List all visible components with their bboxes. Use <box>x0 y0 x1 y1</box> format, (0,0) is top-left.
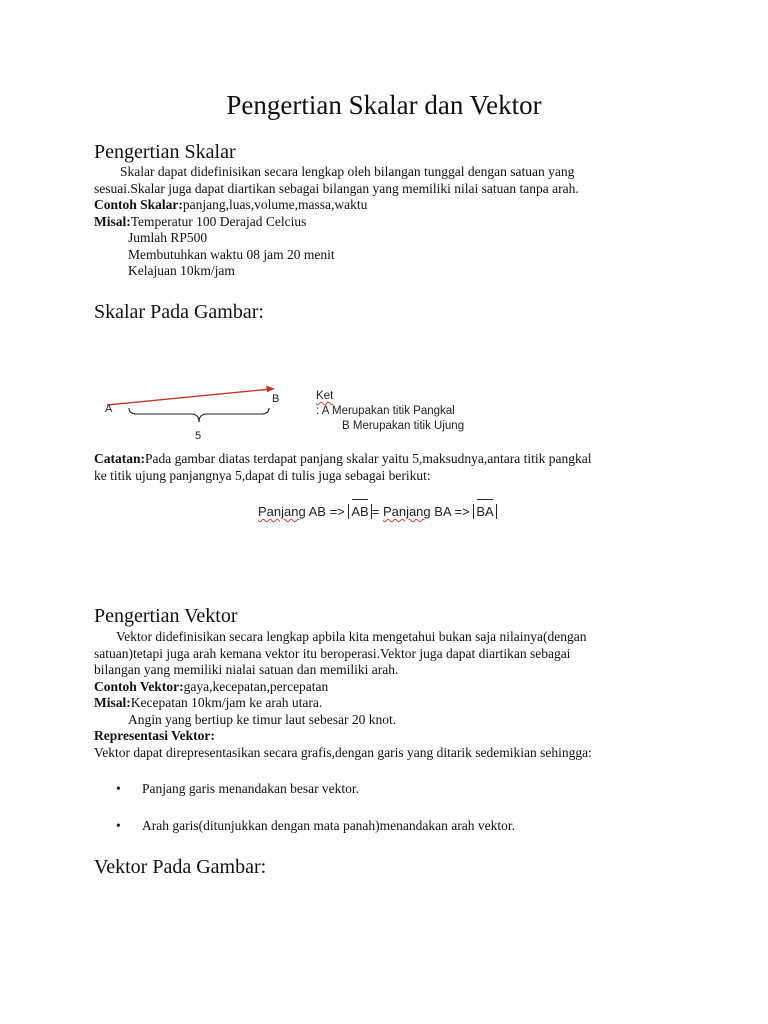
legend-line-1 <box>316 389 464 419</box>
misal-line <box>94 214 684 231</box>
misal-item: Angin yang bertiup ke timur laut sebesar 20 knot. <box>128 711 397 727</box>
formula-part: AB => <box>305 504 349 519</box>
misal-item: Kelajuan 10km/jam <box>128 263 235 278</box>
figure-legend <box>316 389 464 434</box>
length-formula <box>258 504 497 519</box>
misal-item: Jumlah RP500 <box>128 230 208 245</box>
point-b-label: B <box>272 393 280 405</box>
length-label: 5 <box>195 430 202 442</box>
legend-text-a: : A Merupakan titik Pangkal <box>316 405 455 417</box>
heading-pengertian-vektor: Pengertian Vektor <box>94 605 238 627</box>
misal-label: Misal: <box>94 695 131 710</box>
formula-part: BA => <box>430 504 474 519</box>
skalar-section <box>94 164 684 280</box>
ket-label: Ket <box>316 390 334 402</box>
vektor-definition-line: satuan)tetapi juga arah kemana vektor itu beroperasi.Vektor juga dapat diartikan sebagai <box>94 645 571 661</box>
list-item-text: Arah garis(ditunjukkan dengan mata panah)menandakan arah vektor. <box>142 818 515 833</box>
vektor-definition-line: bilangan yang memiliki nialai satuan dan memiliki arah. <box>94 662 399 677</box>
contoh-skalar-label: Contoh Skalar: <box>94 197 183 212</box>
catatan-line <box>94 451 684 468</box>
contoh-vektor-label: Contoh Vektor: <box>94 678 184 694</box>
vektor-section <box>94 629 684 761</box>
misal-line <box>94 695 684 712</box>
skalar-definition-line: sesuai.Skalar juga dapat diartikan sebagai bilangan yang memiliki nilai satuan tanpa arah. <box>94 180 579 196</box>
catatan-line: ke titik ujung panjangnya 5,dapat di tulis juga sebagai berikut: <box>94 467 431 483</box>
heading-skalar-pada-gambar: Skalar Pada Gambar: <box>94 301 264 323</box>
contoh-skalar-line <box>94 197 684 214</box>
magnitude-ba: BA <box>473 504 496 519</box>
catatan-section <box>94 451 684 484</box>
vektor-definition-line: Vektor didefinisikan secara lengkap apbila kita mengetahui bukan saja nilainya(dengan <box>116 629 587 644</box>
contoh-vektor-line <box>94 679 684 696</box>
representasi-label: Representasi Vektor: <box>94 728 215 743</box>
misal-item: Temperatur 100 Derajad Celcius <box>130 213 307 229</box>
page-title: Pengertian Skalar dan Vektor <box>226 90 542 120</box>
formula-word: Panjang <box>382 504 431 519</box>
contoh-vektor-value: gaya,kecepatan,percepatan <box>183 678 329 694</box>
misal-label: Misal: <box>94 213 131 229</box>
heading-vektor-pada-gambar: Vektor Pada Gambar: <box>94 856 267 878</box>
representasi-label-line <box>94 728 684 745</box>
catatan-label: Catatan: <box>94 451 145 466</box>
list-item <box>116 781 359 798</box>
bullet-icon: • <box>116 818 121 833</box>
misal-item: Kecepatan 10km/jam ke arah utara. <box>130 695 323 710</box>
representasi-text: Vektor dapat direpresentasikan secara grafis,dengan garis yang ditarik sedemikian sehingga: <box>94 744 592 760</box>
formula-part: = <box>371 504 383 519</box>
point-a-label: A <box>105 403 113 415</box>
length-brace <box>129 408 269 422</box>
bullet-icon: • <box>116 781 121 796</box>
legend-text-b: B Merupakan titik Ujung <box>342 420 465 432</box>
vector-arrow-line <box>107 389 271 405</box>
misal-item: Membutuhkan waktu 08 jam 20 menit <box>128 246 335 262</box>
catatan-text: Pada gambar diatas terdapat panjang skalar yaitu 5,maksudnya,antara titik pangkal <box>145 451 592 466</box>
magnitude-ab: AB <box>348 504 371 519</box>
formula-word: Panjang <box>258 504 306 519</box>
list-item <box>116 818 515 835</box>
contoh-skalar-value: panjang,luas,volume,massa,waktu <box>182 197 368 212</box>
skalar-definition-line: Skalar dapat didefinisikan secara lengkap oleh bilangan tunggal dengan satuan yang <box>120 164 575 179</box>
list-item-text: Panjang garis menandakan besar vektor. <box>142 781 360 796</box>
heading-pengertian-skalar: Pengertian Skalar <box>94 141 236 163</box>
arrow-head-icon <box>266 386 275 393</box>
